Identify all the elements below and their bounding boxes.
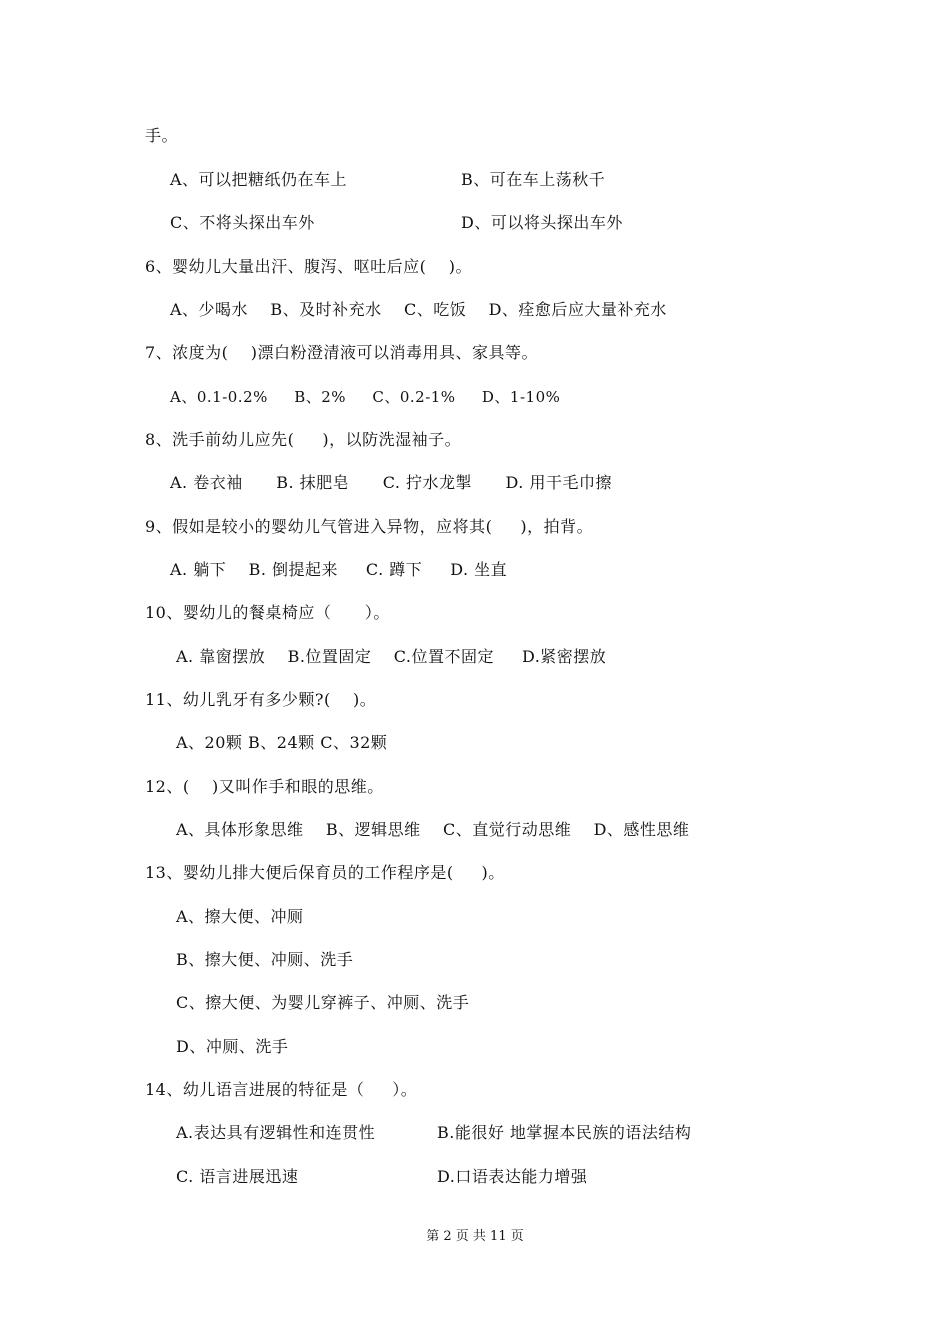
option-c: C、不将头探出车外 [170,213,315,232]
question-6-options: A、少喝水 B、及时补充水 C、吃饭 D、痊愈后应大量补充水 [170,300,667,319]
question-6: 6、婴幼儿大量出汗、腹泻、呕吐后应( )。 [145,257,473,276]
question-11: 11、幼儿乳牙有多少颗?( )。 [145,690,377,709]
question-10: 10、婴幼儿的餐桌椅应（ ）。 [145,603,390,622]
question-12-options: A、具体形象思维 B、逻辑思维 C、直觉行动思维 D、感性思维 [176,820,690,839]
option-d: D、可以将头探出车外 [461,213,623,232]
question-8: 8、洗手前幼儿应先( )，以防洗湿袖子。 [145,430,462,449]
page-footer: 第 2 页 共 11 页 [426,1229,524,1244]
text-line: 手。 [145,126,179,145]
option-b: B、可在车上荡秋千 [461,170,606,189]
question-13-option-c: C、擦大便、为婴儿穿裤子、冲厕、洗手 [176,993,470,1012]
question-11-options: A、20颗 B、24颗 C、32颗 [176,733,388,752]
question-12: 12、( )又叫作手和眼的思维。 [145,777,384,796]
question-10-options: A. 靠窗摆放 B.位置固定 C.位置不固定 D.紧密摆放 [176,647,607,666]
question-14-option-b: B.能很好 地掌握本民族的语法结构 [437,1123,692,1142]
question-7: 7、浓度为( )漂白粉澄清液可以消毒用具、家具等。 [145,343,539,362]
question-8-options: A. 卷衣袖 B. 抹肥皂 C. 拧水龙掣 D. 用干毛巾擦 [170,473,612,492]
question-9: 9、假如是较小的婴幼儿气管进入异物，应将其( )，拍背。 [145,517,594,536]
option-a: A、可以把糖纸仍在车上 [170,170,348,189]
question-13-option-d: D、冲厕、洗手 [176,1037,289,1056]
question-14-option-a: A.表达具有逻辑性和连贯性 [176,1123,376,1142]
question-13-option-a: A、擦大便、冲厕 [176,907,304,926]
question-14-option-d: D.口语表达能力增强 [437,1167,588,1186]
question-9-options: A. 躺下 B. 倒提起来 C. 蹲下 D. 坐直 [170,560,508,579]
question-7-options: A、0.1-0.2% B、2% C、0.2-1% D、1-10% [170,388,561,406]
question-13-option-b: B、擦大便、冲厕、洗手 [176,950,354,969]
question-13: 13、婴幼儿排大便后保育员的工作程序是( )。 [145,863,505,882]
question-14: 14、幼儿语言进展的特征是（ ）。 [145,1080,418,1099]
question-14-option-c: C. 语言进展迅速 [176,1167,299,1186]
